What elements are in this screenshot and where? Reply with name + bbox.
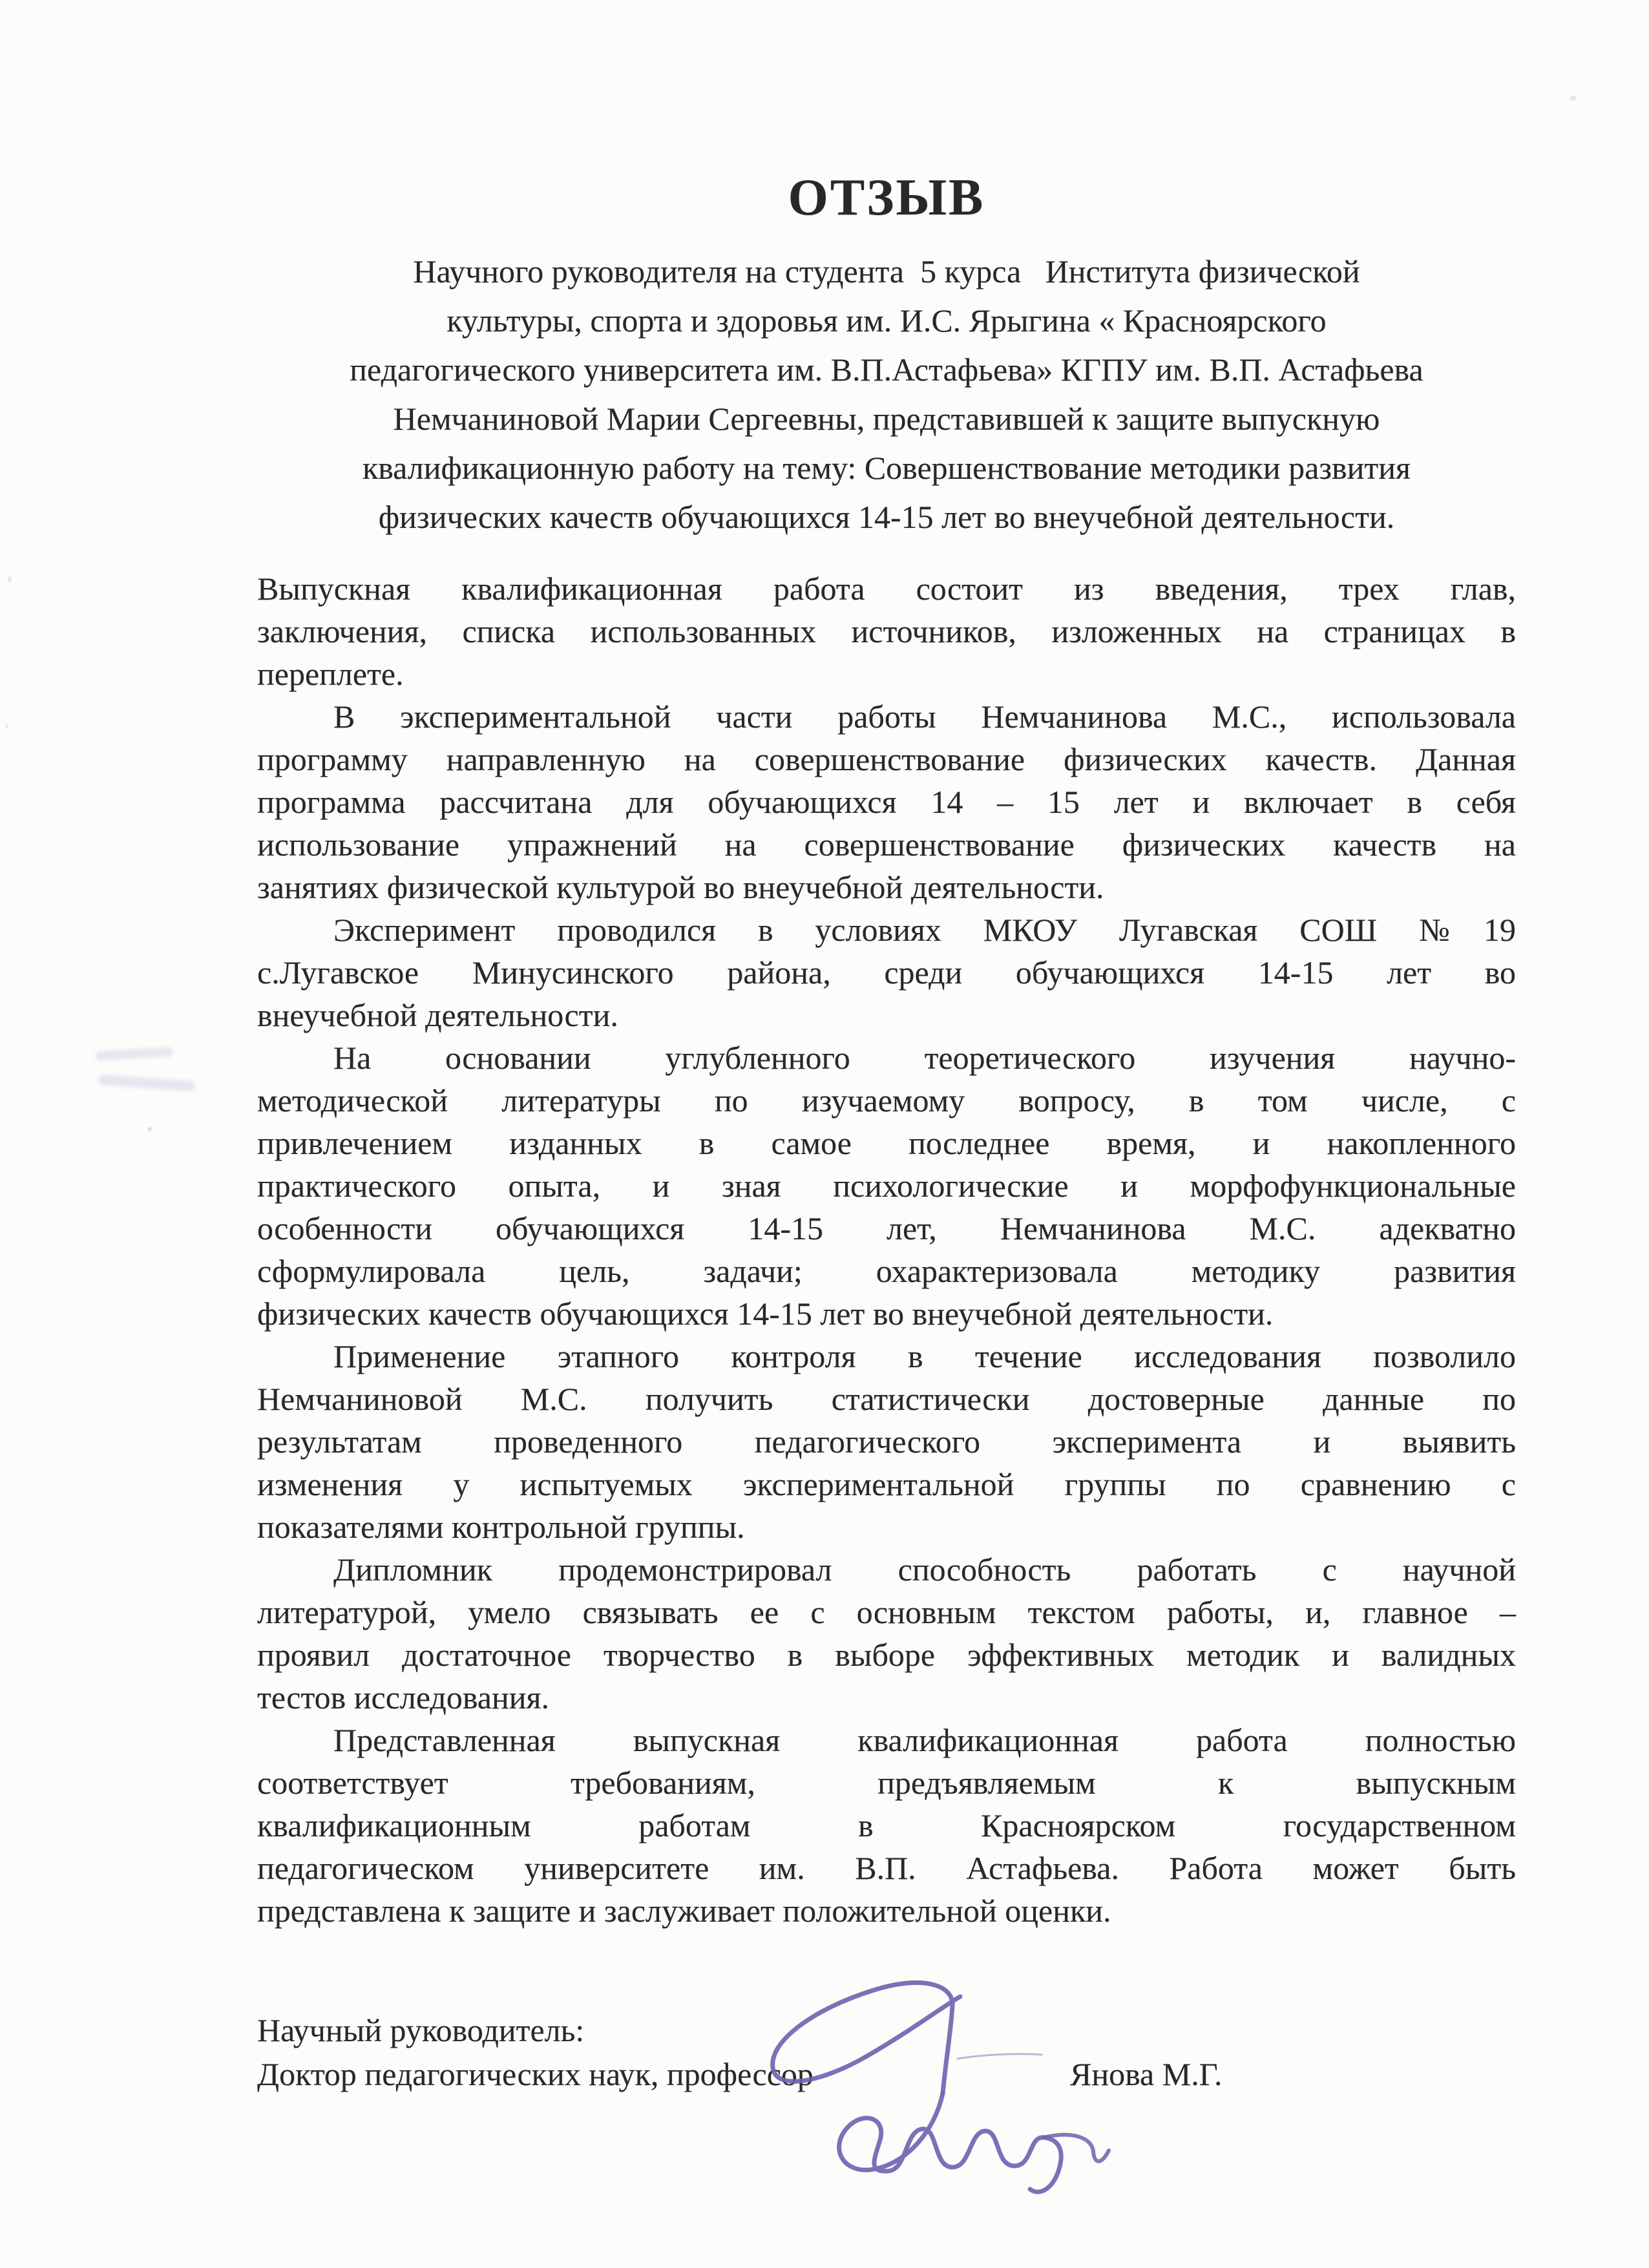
paragraph-line: Дипломник продемонстрировал способность работать с научной (333, 1551, 1516, 1588)
document-title: ОТЗЫВ (788, 169, 985, 226)
paragraph-line: особенности обучающихся 14-15 лет, Немчанинова М.С. адекватно (257, 1210, 1516, 1246)
signature-role: Научный руководитель: (257, 2012, 585, 2048)
paragraph-line: Применение этапного контроля в течение исследования позволило (333, 1338, 1516, 1374)
paragraph-line: Немчаниновой М.С. получить статистически достоверные данные по (257, 1381, 1516, 1417)
header-line: квалификационную работу на тему: Совершенствование методики развития (362, 450, 1411, 486)
paragraph-line: занятиях физической культурой во внеучебной деятельности. (257, 869, 1104, 905)
scan-smudge (98, 1075, 196, 1091)
paragraph-line: литературой, умело связывать ее с основным текстом работы, и, главное – (257, 1594, 1516, 1630)
paragraph-line: Выпускная квалификационная работа состоит из введения, трех глав, (257, 571, 1516, 607)
paragraph-line: квалификационным работам в Красноярском государственном (257, 1807, 1516, 1843)
scan-smudge (96, 1047, 174, 1060)
paragraph-line: переплете. (257, 656, 404, 692)
header-block (257, 247, 1516, 541)
signature-block (257, 2008, 1516, 2096)
paragraph-line: В экспериментальной части работы Немчанинова М.С., использовала (333, 698, 1516, 735)
paragraph-line: физических качеств обучающихся 14-15 лет во внеучебной деятельности. (257, 1296, 1274, 1332)
signature-name: Янова М.Г. (1070, 2056, 1223, 2092)
document-content (257, 167, 1516, 1932)
paragraph-line: методической литературы по изучаемому вопросу, в том числе, с (257, 1082, 1516, 1118)
paragraph-line: представлена к защите и заслуживает положительной оценки. (257, 1893, 1111, 1929)
paragraph-line: результатам проведенного педагогического эксперимента и выявить (257, 1423, 1516, 1460)
paragraph-line: заключения, списка использованных источников, изложенных на страницах в (257, 613, 1516, 649)
paragraph-line: соответствует требованиям, предъявляемым к выпускным (257, 1765, 1516, 1801)
paragraph-line: программу направленную на совершенствование физических качеств. Данная (257, 741, 1516, 777)
header-line: культуры, спорта и здоровья им. И.С. Ярыгина « Красноярского (446, 302, 1327, 339)
paragraph-line: практического опыта, и зная психологические и морфофункциональные (257, 1168, 1516, 1204)
scan-speck (5, 724, 8, 729)
paragraph-line: изменения у испытуемых экспериментальной группы по сравнению с (257, 1466, 1516, 1502)
signature-degree-line (257, 2052, 1516, 2096)
paragraph-line: программа рассчитана для обучающихся 14 – 15 лет и включает в себя (257, 784, 1516, 820)
paragraph-line: показателями контрольной группы. (257, 1509, 745, 1545)
paragraph-line: с.Лугавское Минусинского района, среди обучающихся 14-15 лет во (257, 954, 1516, 991)
paragraph-line: сформулировала цель, задачи; охарактеризовала методику развития (257, 1253, 1516, 1289)
scan-speck (147, 1127, 152, 1131)
paragraph-line: педагогическом университете им. В.П. Астафьева. Работа может быть (257, 1850, 1516, 1886)
paragraph-line: Эксперимент проводился в условиях МКОУ Лугавская СОШ №19 (333, 912, 1516, 948)
paragraph-line: привлечением изданных в самое последнее время, и накопленного (257, 1125, 1516, 1161)
paragraph-line: внеучебной деятельности. (257, 997, 618, 1033)
header-line: Немчаниновой Марии Сергеевны, представившей к защите выпускную (393, 401, 1380, 437)
scan-speck (8, 576, 12, 583)
scan-speck (1570, 96, 1576, 101)
paragraph-line: использование упражнений на совершенствование физических качеств на (257, 826, 1516, 863)
header-line: педагогического университета им. В.П.Астафьева» КГПУ им. В.П. Астафьева (350, 352, 1423, 388)
header-line: физических качеств обучающихся 14-15 лет во внеучебной деятельности. (378, 499, 1395, 535)
signature-degree: Доктор педагогических наук, профессор (257, 2056, 814, 2092)
paragraph-line: проявил достаточное творчество в выборе эффективных методик и валидных (257, 1637, 1516, 1673)
paragraph-line: На основании углубленного теоретического изучения научно- (333, 1040, 1516, 1076)
document-body (257, 567, 1516, 1932)
header-line: Научного руководителя на студента 5 курса Института физической (413, 253, 1360, 289)
paragraph-line: Представленная выпускная квалификационная работа полностью (333, 1722, 1516, 1758)
paragraph-line: тестов исследования. (257, 1679, 550, 1716)
